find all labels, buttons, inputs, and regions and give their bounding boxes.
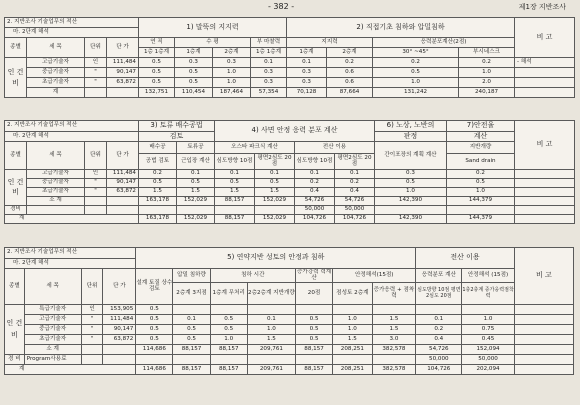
table-subtitle: 마. 2단계 해석 xyxy=(5,132,139,142)
subtotal-cell: 382,578 xyxy=(372,345,416,355)
column-header: 1층계 xyxy=(175,48,213,58)
total-cell: 70,128 xyxy=(287,88,327,98)
remark-cell: - 해석 xyxy=(515,58,575,68)
table-cell: 0.1 xyxy=(215,170,255,179)
table-cell: 0.5 xyxy=(173,325,210,335)
table-cell: 0.3 xyxy=(375,170,447,179)
table-cell: 0.2 xyxy=(373,58,459,68)
table-cell: 1.0 xyxy=(333,315,372,325)
column-header: 심도방향 10점 xyxy=(215,154,255,170)
total-cell: 88,157 xyxy=(210,365,247,375)
table-cell: 0.2 xyxy=(416,325,462,335)
group-header: 1) 말뚝의 지지력 xyxy=(139,18,287,38)
column-header: 2층계 xyxy=(213,48,251,58)
price-cell: 111,484 xyxy=(107,170,139,179)
table-cell: 0.5 xyxy=(295,335,332,345)
total-cell: 88,157 xyxy=(295,365,332,375)
total-cell: 208,251 xyxy=(333,365,372,375)
group-header-line2: 검토 xyxy=(139,132,215,142)
remark-header: 비 고 xyxy=(515,121,575,170)
table-cell: 0.5 xyxy=(139,78,175,88)
sub-header: 지반개량 xyxy=(447,142,515,154)
sub-header: 지지력 xyxy=(287,38,373,48)
col-header-price: 단 가 xyxy=(103,269,136,305)
column-header: 증가응력 + 점착력 xyxy=(372,283,416,305)
sub-header: 안정해석(15점) xyxy=(333,269,416,283)
table-cell: 0.1 xyxy=(177,170,215,179)
row-label: 중급기술자 xyxy=(24,325,81,335)
subtotal-cell: 152,094 xyxy=(462,345,515,355)
col-header-type: 종별 xyxy=(5,142,27,170)
page-number: - 382 - xyxy=(268,2,295,11)
subtotal-cell: 54,726 xyxy=(335,197,375,206)
subtotal-cell: 88,157 xyxy=(295,345,332,355)
table-cell: 0.3 xyxy=(287,78,327,88)
unit-cell: 인 xyxy=(81,305,103,315)
total-cell: 202,094 xyxy=(462,365,515,375)
total-cell: 142,390 xyxy=(375,215,447,224)
table-cell: 1.0 xyxy=(333,325,372,335)
subtotal-cell: 209,761 xyxy=(247,345,295,355)
column-header: 1층계 xyxy=(287,48,327,58)
total-cell: 104,726 xyxy=(335,215,375,224)
expense-cell: 50,000 xyxy=(416,355,462,365)
table-cell: 1.5 xyxy=(215,188,255,197)
subtotal-label: 소 계 xyxy=(24,345,81,355)
table-cell: 0.5 xyxy=(255,179,295,188)
table-cell xyxy=(333,305,372,315)
total-cell: 382,578 xyxy=(372,365,416,375)
price-cell: 111,484 xyxy=(107,58,139,68)
remark-header: 비 고 xyxy=(515,18,575,58)
unit-cell: " xyxy=(81,335,103,345)
table-cell: 0.5 xyxy=(375,179,447,188)
col-header-unit: 단위 xyxy=(85,142,107,170)
price-cell: 111,484 xyxy=(103,315,136,325)
table-cell: 0.5 xyxy=(175,68,213,78)
sub-header: 증가강력 력계산 xyxy=(296,268,332,281)
sub-header: 침하 시간 xyxy=(210,269,295,283)
table-subtitle: 마. 2단계 해석 xyxy=(5,28,139,38)
unit-cell: 인 xyxy=(85,170,107,179)
table-cell: 0.75 xyxy=(462,325,515,335)
total-cell: 87,664 xyxy=(327,88,373,98)
sub-header: 부 마찰력 xyxy=(251,38,287,48)
remark-header: 비 고 xyxy=(514,248,573,305)
column-header: 평면2심도 20점 xyxy=(255,154,295,170)
unit-cell: 인 xyxy=(85,58,107,68)
total-cell: 144,379 xyxy=(447,215,515,224)
row-label: 초급기술자 xyxy=(24,335,81,345)
expense-cell xyxy=(177,206,215,215)
group-header-line2: 계산 xyxy=(447,132,515,142)
table-cell: 0.5 xyxy=(373,68,459,78)
unit-cell: " xyxy=(85,68,107,78)
table-cell: 1.0 xyxy=(462,315,515,325)
table-cell: 0.2 xyxy=(295,179,335,188)
cost-table-1 xyxy=(4,17,575,98)
table-cell: 1.0 xyxy=(375,188,447,197)
remark-cell xyxy=(515,78,575,88)
table-cell: 0.3 xyxy=(251,78,287,88)
sub-header: 오스타 파크식 계산 xyxy=(215,142,295,154)
table-cell: 0.5 xyxy=(210,315,247,325)
side-label: 인 건 비 xyxy=(5,58,27,98)
col-header-type: 종별 xyxy=(5,38,27,58)
column-header: Sand drain xyxy=(447,154,515,170)
table-cell: 0.1 xyxy=(416,315,462,325)
group-header: 6) 노상, 노반의 xyxy=(375,121,447,132)
table-cell: 3.0 xyxy=(372,335,416,345)
sub-header: 안정해석 (15점) xyxy=(462,269,515,283)
column-header: 1층 1층계 xyxy=(139,48,175,58)
total-cell: 104,726 xyxy=(295,215,335,224)
table-cell: 0.5 xyxy=(139,58,175,68)
table-cell: 1.5 xyxy=(372,315,416,325)
total-label: 계 xyxy=(5,365,136,375)
row-label: 초급기술자 xyxy=(27,78,85,88)
table-cell: 2.0 xyxy=(459,78,515,88)
sub-header: 수 평 xyxy=(175,38,251,48)
sub-header: 응력분포계산(2점) xyxy=(373,38,515,48)
total-cell: 187,464 xyxy=(213,88,251,98)
column-header: 30° ~45° xyxy=(373,48,459,58)
column-header: 근입장 계산 xyxy=(177,154,215,170)
unit-cell: " xyxy=(85,78,107,88)
table-cell: 1.5 xyxy=(177,188,215,197)
expense-cell xyxy=(255,206,295,215)
table-cell: 0.5 xyxy=(175,78,213,88)
table-cell: 0.5 xyxy=(136,335,173,345)
expense-cell: 50,000 xyxy=(335,206,375,215)
col-header-price: 단 가 xyxy=(107,38,139,58)
table-cell: 0.4 xyxy=(416,335,462,345)
column-header: 부시네스크 xyxy=(459,48,515,58)
unit-cell: " xyxy=(85,179,107,188)
sub-header: 배수공 xyxy=(139,142,177,154)
expense-item: Program사용료 xyxy=(24,355,81,365)
table-cell: 0.1 xyxy=(247,315,295,325)
sub-header: 압밀 침하량 xyxy=(173,269,210,283)
subtotal-cell: 88,157 xyxy=(210,345,247,355)
col-header-type: 종별 xyxy=(5,269,25,305)
subtotal-cell: 54,726 xyxy=(416,345,462,355)
expense-cell xyxy=(247,355,295,365)
row-label: 고급기술자 xyxy=(24,315,81,325)
table-title: 2. 지반조사 기술업무의 적산 xyxy=(5,248,136,259)
expense-cell xyxy=(136,355,173,365)
column-header: 2층계 3지점 xyxy=(173,283,210,305)
price-cell: 90,147 xyxy=(107,179,139,188)
subtotal-label: 소 계 xyxy=(27,197,85,206)
expense-cell xyxy=(215,206,255,215)
table-cell: 1.0 xyxy=(213,78,251,88)
total-cell: 57,354 xyxy=(251,88,287,98)
total-cell: 209,761 xyxy=(247,365,295,375)
table-cell: 0.5 xyxy=(177,179,215,188)
total-cell: 88,157 xyxy=(215,215,255,224)
column-header: 20점 xyxy=(295,283,332,305)
column-header: 평면2심도 20점 xyxy=(335,154,375,170)
group-header: 전산 이용 xyxy=(416,248,514,269)
table-cell: 0.1 xyxy=(173,315,210,325)
subtotal-cell: 208,251 xyxy=(333,345,372,355)
table-title: 2. 지반조사 기술업무의 적산 xyxy=(5,121,139,132)
column-header: 1층계 무처리 xyxy=(210,283,247,305)
table-cell: 0.4 xyxy=(295,188,335,197)
table-title: 2. 지반조사 기술업무의 적산 xyxy=(5,18,139,28)
expense-cell: 50,000 xyxy=(295,206,335,215)
row-label: 고급기술자 xyxy=(27,58,85,68)
table-cell: 0.5 xyxy=(295,325,332,335)
table-cell: 0.1 xyxy=(295,170,335,179)
total-cell: 88,157 xyxy=(173,365,210,375)
total-cell: 114,686 xyxy=(136,365,173,375)
column-header: 2층계 xyxy=(327,48,373,58)
table-cell: 0.3 xyxy=(251,68,287,78)
cost-table-2 xyxy=(4,120,575,224)
table-cell: 0.5 xyxy=(210,325,247,335)
table-cell: 0.45 xyxy=(462,335,515,345)
group-header-line2: 판정 xyxy=(375,132,447,142)
column-header: 심도방향 10점 xyxy=(295,154,335,170)
table-cell: 1.0 xyxy=(213,68,251,78)
page-header xyxy=(0,0,580,16)
expense-cell xyxy=(333,355,372,365)
table-cell: 0.2 xyxy=(459,58,515,68)
table-cell: 1.0 xyxy=(247,325,295,335)
table-cell xyxy=(210,305,247,315)
running-head: 제1장 지반조사 xyxy=(518,3,566,11)
table-cell: 0.3 xyxy=(287,68,327,78)
group-header: 4) 사면 안정 응력 분포 계산 xyxy=(215,121,375,142)
unit-cell: " xyxy=(85,188,107,197)
row-label: 중급기술자 xyxy=(27,179,85,188)
expense-cell xyxy=(447,206,515,215)
total-label: 계 xyxy=(5,215,139,224)
table-cell: 1.0 xyxy=(210,335,247,345)
group-header: 3) 토류 배수공법 xyxy=(139,121,215,132)
group-header: 5) 연약지반 성토의 안정과 침하 xyxy=(136,248,416,269)
table-cell: 0.5 xyxy=(139,179,177,188)
table-cell: 0.1 xyxy=(335,170,375,179)
table-cell xyxy=(247,305,295,315)
table-cell: 1.5 xyxy=(333,335,372,345)
column-header: 1층 1층계 xyxy=(251,48,287,58)
price-cell: 63,872 xyxy=(103,335,136,345)
cost-table-3 xyxy=(4,247,574,375)
expense-label: 경 비 xyxy=(5,355,25,365)
table-cell: 1.5 xyxy=(247,335,295,345)
sub-header: 설계 토질 상수 검토 xyxy=(136,269,173,305)
table-cell xyxy=(372,305,416,315)
column-header: 1층2층계 증가응력점착력 xyxy=(462,283,515,305)
expense-label: 경비 xyxy=(5,206,27,215)
subtotal-cell: 163,178 xyxy=(139,197,177,206)
table-cell: 0.6 xyxy=(327,78,373,88)
row-label: 초급기술자 xyxy=(27,188,85,197)
total-cell: 152,029 xyxy=(255,215,295,224)
unit-cell: " xyxy=(81,325,103,335)
total-label: 계 xyxy=(27,88,85,98)
column-header: 2층2층계 지반개량 xyxy=(247,283,295,305)
table-cell: 0.5 xyxy=(173,335,210,345)
column-header: 점성토 2층계 xyxy=(333,283,372,305)
sub-header: 간이포장의 계획 계산 xyxy=(375,142,447,170)
expense-cell xyxy=(139,206,177,215)
total-cell: 104,726 xyxy=(416,365,462,375)
table-cell: 1.5 xyxy=(139,188,177,197)
subtotal-cell: 88,157 xyxy=(215,197,255,206)
col-header-price: 단 가 xyxy=(107,142,139,170)
table-cell xyxy=(173,305,210,315)
table-cell: 0.2 xyxy=(447,170,515,179)
subtotal-cell: 152,029 xyxy=(177,197,215,206)
col-header-unit: 단위 xyxy=(81,269,103,305)
table-subtitle: 마. 2단계 해석 xyxy=(5,259,136,269)
group-header: 2) 직접기초 침하와 압밀침하 xyxy=(287,18,515,38)
expense-cell xyxy=(210,355,247,365)
table-cell: 1.5 xyxy=(255,188,295,197)
expense-cell xyxy=(173,355,210,365)
table-cell xyxy=(462,305,515,315)
table-cell: 0.1 xyxy=(287,58,327,68)
table-cell: 0.1 xyxy=(255,170,295,179)
col-header-item: 세 목 xyxy=(27,142,85,170)
table-cell: 1.5 xyxy=(372,325,416,335)
table-cell: 0.2 xyxy=(139,170,177,179)
remark-cell xyxy=(515,68,575,78)
table-cell: 0.1 xyxy=(251,58,287,68)
sub-header: 전산 이용 xyxy=(295,142,375,154)
unit-cell: " xyxy=(81,315,103,325)
row-label: 특급기술자 xyxy=(24,305,81,315)
subtotal-cell: 88,157 xyxy=(173,345,210,355)
table-cell: 0.3 xyxy=(213,58,251,68)
table-cell: 0.5 xyxy=(139,68,175,78)
expense-cell xyxy=(375,206,447,215)
subtotal-cell: 152,029 xyxy=(255,197,295,206)
total-cell: 163,178 xyxy=(139,215,177,224)
col-header-item: 세 목 xyxy=(24,269,81,305)
expense-cell: 50,000 xyxy=(462,355,515,365)
table-cell: 1.0 xyxy=(459,68,515,78)
subtotal-cell: 54,726 xyxy=(295,197,335,206)
expense-cell xyxy=(372,355,416,365)
total-cell: 132,751 xyxy=(139,88,175,98)
table-cell xyxy=(416,305,462,315)
price-cell: 63,872 xyxy=(107,188,139,197)
table-cell: 0.5 xyxy=(136,305,173,315)
col-header-item: 세 목 xyxy=(27,38,85,58)
subtotal-cell: 144,379 xyxy=(447,197,515,206)
table-cell: 0.3 xyxy=(175,58,213,68)
price-cell: 90,147 xyxy=(107,68,139,78)
total-cell: 110,454 xyxy=(175,88,213,98)
subtotal-cell: 114,686 xyxy=(136,345,173,355)
sub-header: 연 직 xyxy=(139,38,175,48)
row-label: 중급기술자 xyxy=(27,68,85,78)
table-cell: 0.4 xyxy=(335,188,375,197)
group-header: 7)안전율 xyxy=(447,121,515,132)
table-cell: 0.5 xyxy=(295,315,332,325)
subtotal-cell: 142,390 xyxy=(375,197,447,206)
table-cell: 0.2 xyxy=(335,179,375,188)
total-cell: 131,242 xyxy=(373,88,459,98)
table-cell: 0.5 xyxy=(136,315,173,325)
table-cell: 0.2 xyxy=(327,58,373,68)
side-label: 인 건 비 xyxy=(5,305,25,355)
column-header: 심도방향 10점 평면2심도 20점 xyxy=(416,283,462,305)
table-cell: 1.0 xyxy=(373,78,459,88)
side-label: 인 건 비 xyxy=(5,170,27,206)
total-cell: 152,029 xyxy=(177,215,215,224)
col-header-unit: 단위 xyxy=(85,38,107,58)
total-cell: 240,187 xyxy=(459,88,515,98)
table-cell: 0.6 xyxy=(327,68,373,78)
table-cell: 0.5 xyxy=(447,179,515,188)
table-cell: 0.5 xyxy=(215,179,255,188)
table-cell: 0.5 xyxy=(136,325,173,335)
row-label: 고급기술자 xyxy=(27,170,85,179)
price-cell: 153,905 xyxy=(103,305,136,315)
expense-cell xyxy=(295,355,332,365)
table-cell: 1.0 xyxy=(447,188,515,197)
price-cell: 90,147 xyxy=(103,325,136,335)
table-cell xyxy=(295,305,332,315)
price-cell: 63,872 xyxy=(107,78,139,88)
sub-header: 응력분포 계산 xyxy=(416,269,462,283)
column-header: 공법 검토 xyxy=(139,154,177,170)
sub-header: 토류공 xyxy=(177,142,215,154)
